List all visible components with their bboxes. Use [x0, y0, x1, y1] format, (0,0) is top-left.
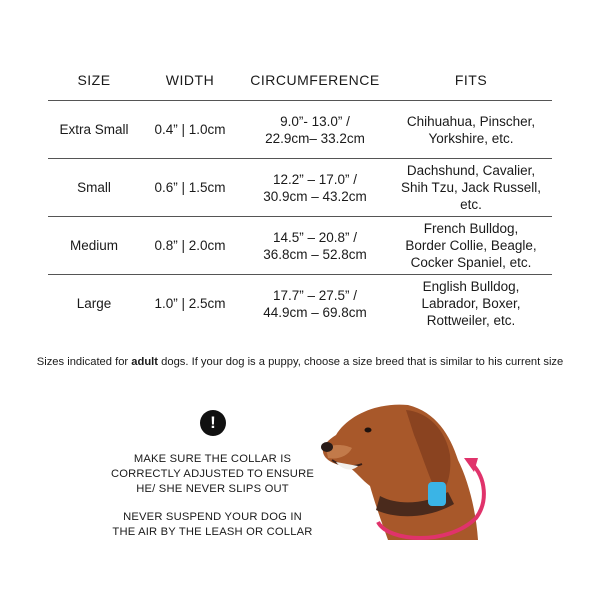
- cell-fits: French Bulldog, Border Collie, Beagle, Cocker Spaniel, etc.: [390, 217, 552, 275]
- header-size: SIZE: [48, 60, 140, 101]
- header-width: WIDTH: [140, 60, 240, 101]
- cell-circumference: 12.2” – 17.0” / 30.9cm – 43.2cm: [240, 159, 390, 217]
- cell-width: 1.0” | 2.5cm: [154, 296, 226, 311]
- puppy-sizing-note: Sizes indicated for adult dogs. If your dog is a puppy, choose a size breed that is similar to his current size: [36, 356, 564, 368]
- collar-adjust-warning: MAKE SURE THE COLLAR IS CORRECTLY ADJUSTED TO ENSURE HE/ SHE NEVER SLIPS OUT: [110, 453, 315, 495]
- no-suspend-warning: NEVER SUSPEND YOUR DOG IN THE AIR BY THE LEASH OR COLLAR: [112, 511, 313, 538]
- cell-size: Extra Small: [48, 101, 140, 159]
- cell-circumference: 17.7” – 27.5” / 44.9cm – 69.8cm: [263, 287, 367, 320]
- cell-fits: Dachshund, Cavalier, Shih Tzu, Jack Russell, etc.: [390, 159, 552, 217]
- cell-circumference: 9.0”- 13.0” / 22.9cm– 33.2cm: [240, 101, 390, 159]
- header-fits: FITS: [390, 60, 552, 101]
- dog-with-collar-photo: [318, 400, 498, 550]
- table-row: [48, 101, 552, 159]
- cell-fits: Chihuahua, Pinscher, Yorkshire, etc.: [390, 101, 552, 159]
- cell-circumference: 14.5” – 20.8” / 36.8cm – 52.8cm: [240, 217, 390, 275]
- cell-size: Medium: [48, 217, 140, 275]
- cell-width: 0.6” | 1.5cm: [140, 159, 240, 217]
- exclamation-icon: !: [200, 410, 226, 436]
- cell-fits: English Bulldog, Labrador, Boxer, Rottweiler, etc.: [421, 279, 521, 328]
- size-chart-table: [48, 60, 552, 332]
- cell-width: 0.4” | 1.0cm: [140, 101, 240, 159]
- cell-width: 0.8” | 2.0cm: [140, 217, 240, 275]
- table-row: [48, 275, 552, 333]
- header-circumference: CIRCUMFERENCE: [240, 60, 390, 101]
- cell-size: Large: [76, 296, 112, 311]
- table-row: [48, 159, 552, 217]
- table-row: [48, 217, 552, 275]
- cell-size: Small: [48, 159, 140, 217]
- table-header-row: [48, 60, 552, 101]
